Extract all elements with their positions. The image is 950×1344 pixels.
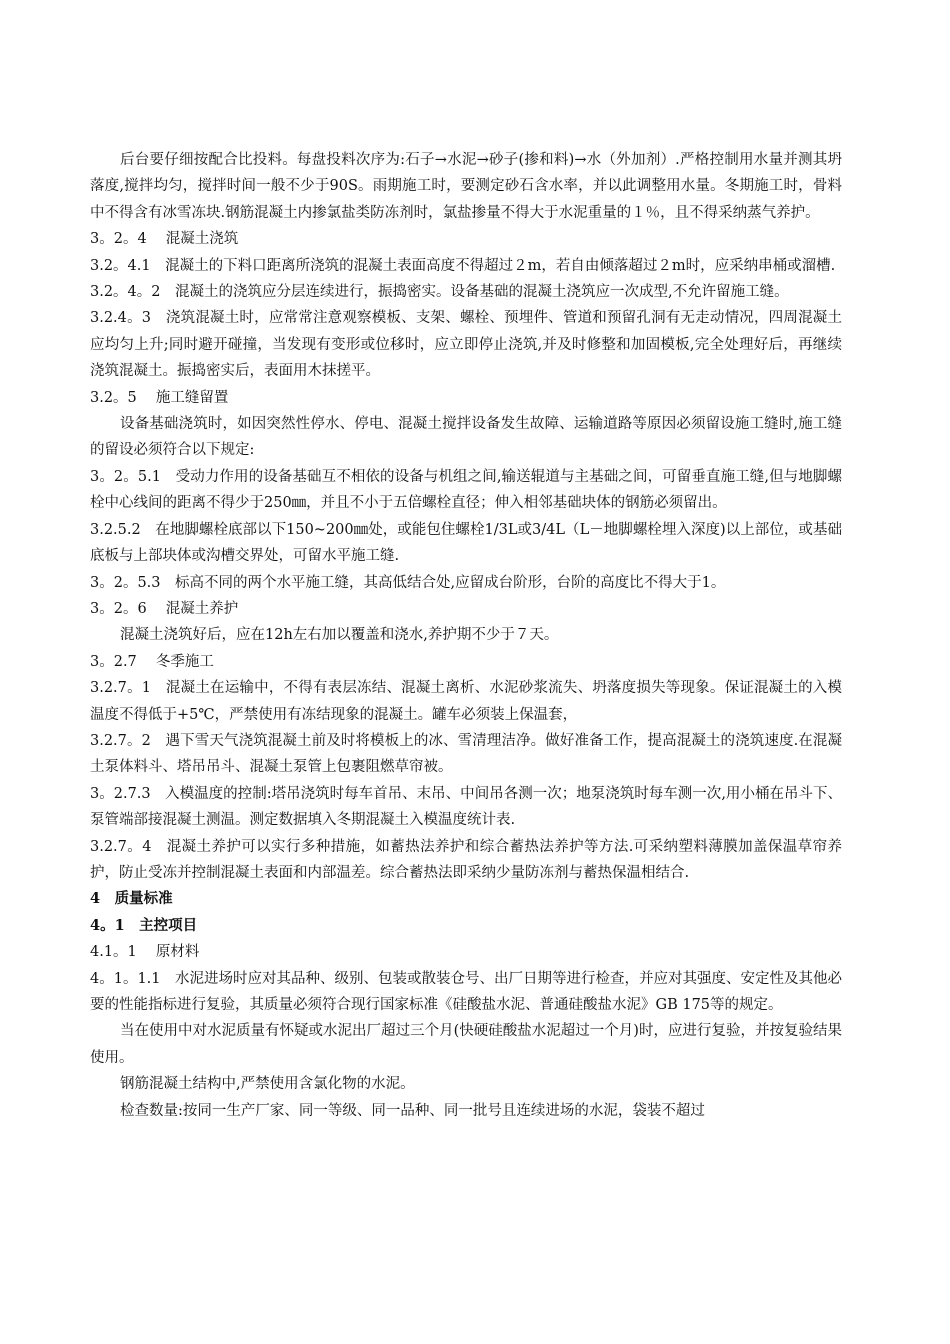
section-heading: 4 质量标准 (90, 890, 173, 908)
document-body (90, 147, 842, 1124)
section-heading: 3.2。5 施工缝留置 (90, 389, 229, 406)
paragraph: 设备基础浇筑时，如因突然性停水、停电、混凝土搅拌设备发生故障、运输道路等原因必须留设施工缝时,施工缝的留设必须符合以下规定: (90, 416, 842, 459)
paragraph: 3.2。4。2 混凝土的浇筑应分层连续进行，振捣密实。设备基础的混凝土浇筑应一次成型,不允许留施工缝。 (90, 284, 789, 301)
paragraph: 3.2.5.2 在地脚螺栓底部以下150~200㎜处，或能包住螺栓1/3L或3/4L（L－地脚螺栓埋入深度)以上部位，或基础底板与上部块体或沟槽交界处，可留水平施工缝. (90, 521, 842, 565)
paragraph: 3.2.7。4 混凝土养护可以实行多种措施，如蓄热法养护和综合蓄热法养护等方法.可采纳塑料薄膜加盖保温草帘养护，防止受冻并控制混凝土表面和内部温差。综合蓄热法即采纳少量防冻剂与蓄热保温相结合. (90, 838, 842, 881)
paragraph: 混凝土浇筑好后，应在12h左右加以覆盖和浇水,养护期不少于７天。 (120, 627, 559, 644)
paragraph: 后台要仔细按配合比投料。每盘投料次序为:石子→水泥→砂子(掺和料)→水（外加剂）.严格控制用水量并测其坍落度,搅拌均匀，搅拌时间一般不少于90S。雨期施工时，要测定砂石含水率，并以此调整用水量。冬期施工时，骨料中不得含有冰雪冻块.钢筋混凝土内掺氯盐类防冻剂时，氯盐掺量不得大于水泥重量的１％，且不得采纳蒸气养护。 (90, 152, 842, 221)
paragraph: 检查数量:按同一生产厂家、同一等级、同一品种、同一批号且连续进场的水泥，袋装不超过 (120, 1102, 705, 1119)
paragraph: 当在使用中对水泥质量有怀疑或水泥出厂超过三个月(快硬硅酸盐水泥超过一个月)时，应进行复验，并按复验结果使用。 (90, 1023, 842, 1066)
paragraph: 3.2.7。2 遇下雪天气浇筑混凝土前及时将模板上的冰、雪清理洁净。做好准备工作，提高混凝土的浇筑速度.在混凝土泵体料斗、塔吊吊斗、混凝土泵管上包裹阻燃草帘被。 (90, 732, 842, 776)
paragraph: 3.2.7。1 混凝土在运输中，不得有表层冻结、混凝土离析、水泥砂浆流失、坍落度损失等现象。保证混凝土的入模温度不得低于+5℃，严禁使用有冻结现象的混凝土。罐车必须装上保温套， (90, 680, 842, 723)
paragraph: 3.2。4.1 混凝土的下料口距离所浇筑的混凝土表面高度不得超过２m，若自由倾落超过２m时，应采纳串桶或溜槽. (90, 257, 836, 274)
paragraph: 3.2.4。3 浇筑混凝土时，应常常注意观察模板、支架、螺栓、预埋件、管道和预留孔洞有无走动情况，四周混凝土应均匀上升;同时避开碰撞，当发现有变形或位移时，应立即停止浇筑,并及时修整和加固模板,完全处理好后，再继续浇筑混凝土。振捣密实后，表面用木抹搓平。 (90, 310, 842, 380)
paragraph: 3。2。5.1 受动力作用的设备基础互不相依的设备与机组之间,输送辊道与主基础之间，可留垂直施工缝,但与地脚螺栓中心线间的距离不得少于250㎜，并且不小于五倍螺栓直径；伸入相邻基础块体的钢筋必须留出。 (90, 468, 842, 512)
section-heading: 3。2。4 混凝土浇筑 (90, 231, 239, 248)
paragraph: 钢筋混凝土结构中,严禁使用含氯化物的水泥。 (120, 1076, 415, 1093)
paragraph: 4。1。1.1 水泥进场时应对其品种、级别、包装或散装仓号、出厂日期等进行检查，并应对其强度、安定性及其他必要的性能指标进行复验，其质量必须符合现行国家标准《硅酸盐水泥、普通硅酸盐水泥》GB 175等的规定。 (90, 970, 843, 1013)
paragraph: 3。2。5.3 标高不同的两个水平施工缝，其高低结合处,应留成台阶形，台阶的高度比不得大于1。 (90, 574, 726, 591)
section-heading: 3。2.7 冬季施工 (90, 653, 214, 670)
section-heading: 4.1。1 原材料 (90, 944, 200, 961)
section-heading: 3。2。6 混凝土养护 (90, 600, 239, 617)
section-heading: 4。1 主控项目 (90, 916, 198, 934)
paragraph: 3。2.7.3 入模温度的控制:塔吊浇筑时每车首吊、末吊、中间吊各测一次；地泵浇筑时每车测一次,用小桶在吊斗下、泵管端部接混凝土测温。测定数据填入冬期混凝土入模温度统计表. (90, 785, 842, 829)
